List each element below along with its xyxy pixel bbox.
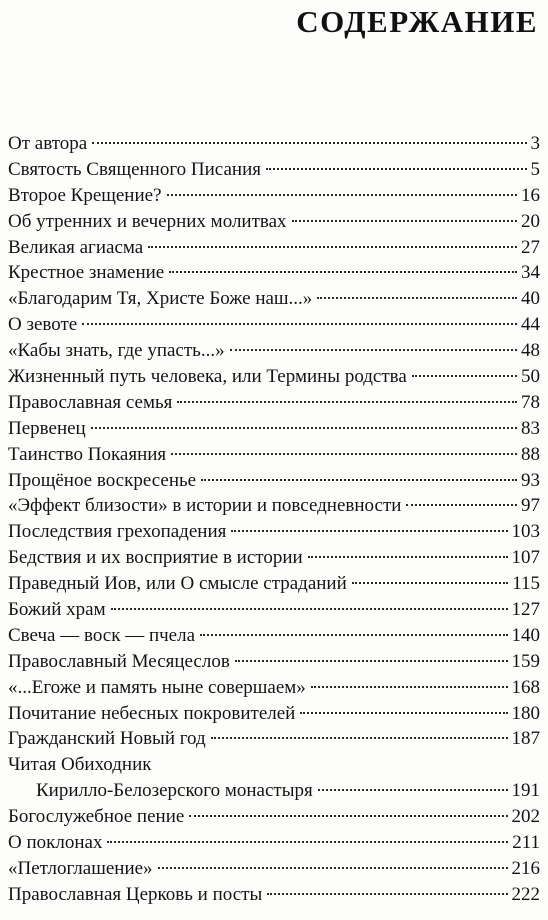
dot-leader	[211, 737, 508, 739]
toc-entry-title: Православная Церковь и посты	[8, 883, 263, 905]
toc-entry-title: Святость Священного Писания	[8, 158, 261, 180]
toc-entry-page: 211	[512, 832, 540, 854]
toc-entry	[8, 131, 540, 157]
toc-entry-title: О поклонах	[8, 832, 103, 854]
dot-leader	[231, 530, 507, 532]
toc-entry-title: Крестное знамение	[8, 262, 165, 284]
dot-leader	[171, 453, 517, 455]
dot-leader	[308, 556, 508, 558]
toc-entry-title: Великая агиасма	[8, 236, 144, 258]
toc-entry-page: 44	[521, 314, 540, 336]
toc-entry-page: 191	[511, 780, 540, 802]
dot-leader	[300, 712, 507, 714]
toc-entry-title: Богослужебное пение	[8, 806, 185, 828]
toc-entry	[8, 416, 540, 442]
table-of-contents	[8, 131, 540, 908]
toc-entry-page: 202	[511, 806, 540, 828]
toc-entry-title: Второе Крещение?	[8, 184, 162, 206]
toc-entry-title: «Благодарим Тя, Христе Боже наш...»	[8, 288, 313, 310]
toc-entry	[8, 649, 540, 675]
toc-entry-title: Гражданский Новый год	[8, 728, 206, 750]
dot-leader	[318, 789, 508, 791]
dot-leader	[201, 479, 517, 481]
toc-entry-title: Православная семья	[8, 391, 173, 413]
dot-leader	[235, 660, 508, 662]
toc-entry	[8, 235, 540, 261]
dot-leader	[292, 220, 517, 222]
dot-leader	[317, 297, 517, 299]
toc-entry-title: Праведный Иов, или О смысле страданий	[8, 573, 347, 595]
toc-entry	[8, 623, 540, 649]
toc-entry	[8, 312, 540, 338]
toc-entry	[8, 856, 540, 882]
toc-entry	[8, 571, 540, 597]
toc-entry-title: Последствия грехопадения	[8, 521, 227, 543]
toc-entry-page: 78	[521, 391, 540, 413]
dot-leader	[92, 142, 526, 144]
dot-leader	[177, 401, 517, 403]
toc-entry-page: 127	[511, 599, 540, 621]
toc-entry-page: 5	[530, 158, 540, 180]
toc-entry-page: 20	[521, 210, 540, 232]
toc-entry	[8, 597, 540, 623]
toc-entry-page: 159	[511, 650, 540, 672]
toc-entry	[8, 390, 540, 416]
toc-entry-title: Жизненный путь человека, или Термины родства	[8, 366, 407, 388]
toc-entry-page: 83	[521, 417, 540, 439]
toc-entry-page: 88	[521, 443, 540, 465]
dot-leader	[267, 893, 507, 895]
toc-entry-title: «Петлоглашение»	[8, 857, 153, 879]
toc-entry-page: 50	[521, 366, 540, 388]
toc-entry	[8, 364, 540, 390]
toc-entry-page: 180	[511, 702, 540, 724]
dot-leader	[200, 634, 507, 636]
toc-entry-title: О зевоте	[8, 314, 78, 336]
toc-entry-page: 187	[511, 728, 540, 750]
toc-entry-title: Читая Обиходник	[8, 754, 152, 776]
toc-entry-title: «...Егоже и память ныне совершаем»	[8, 676, 306, 698]
toc-entry-title: Первенец	[8, 417, 86, 439]
toc-entry	[8, 830, 540, 856]
toc-entry	[8, 675, 540, 701]
toc-entry-title: Почитание небесных покровителей	[8, 702, 296, 724]
toc-entry	[8, 442, 540, 468]
toc-entry-page: 16	[521, 184, 540, 206]
dot-leader	[111, 608, 508, 610]
toc-entry	[8, 209, 540, 235]
toc-entry-page: 140	[511, 624, 540, 646]
toc-entry-page: 216	[511, 857, 540, 879]
toc-entry-page: 222	[511, 883, 540, 905]
dot-leader	[169, 271, 517, 273]
toc-entry-continuation	[8, 778, 540, 804]
toc-entry	[8, 468, 540, 494]
dot-leader	[311, 686, 508, 688]
dot-leader	[266, 168, 527, 170]
toc-entry-page: 103	[511, 521, 540, 543]
dot-leader	[91, 427, 517, 429]
toc-entry-title: Божий храм	[8, 599, 106, 621]
toc-entry	[8, 882, 540, 908]
toc-entry-page: 3	[530, 133, 540, 154]
toc-entry	[8, 493, 540, 519]
toc-entry-page: 107	[511, 547, 540, 569]
dot-leader	[189, 815, 507, 817]
toc-entry	[8, 519, 540, 545]
dot-leader	[406, 504, 517, 506]
toc-entry	[8, 183, 540, 209]
toc-entry-page: 168	[511, 676, 540, 698]
dot-leader	[158, 867, 508, 869]
toc-entry-page: 97	[521, 495, 540, 517]
dot-leader	[230, 349, 517, 351]
toc-entry	[8, 804, 540, 830]
toc-entry-page: 115	[512, 573, 540, 595]
toc-entry-page: 40	[521, 288, 540, 310]
toc-entry	[8, 726, 540, 752]
dot-leader	[167, 194, 517, 196]
toc-entry-title: Кирилло-Белозерского монастыря	[36, 780, 313, 802]
dot-leader	[412, 375, 517, 377]
toc-entry-title: От автора	[8, 133, 88, 154]
page-title: СОДЕРЖАНИЕ	[296, 4, 538, 39]
toc-entry	[8, 157, 540, 183]
toc-entry-page: 93	[521, 469, 540, 491]
dot-leader	[352, 582, 508, 584]
dot-leader	[82, 323, 517, 325]
toc-entry	[8, 701, 540, 727]
toc-entry-title: Таинство Покаяния	[8, 443, 167, 465]
toc-entry	[8, 545, 540, 571]
dot-leader	[107, 841, 508, 843]
toc-entry-page: 34	[521, 262, 540, 284]
toc-entry-title: Православный Месяцеслов	[8, 650, 230, 672]
toc-entry-page: 48	[521, 340, 540, 362]
toc-entry-title: «Кабы знать, где упасть...»	[8, 340, 225, 362]
toc-entry-page: 27	[521, 236, 540, 258]
toc-entry	[8, 260, 540, 286]
toc-entry	[8, 338, 540, 364]
toc-entry-title: Бедствия и их восприятие в истории	[8, 547, 303, 569]
toc-entry-title: «Эффект близости» в истории и повседневности	[8, 495, 402, 517]
toc-entry-title: Об утренних и вечерних молитвах	[8, 210, 287, 232]
toc-entry-title: Прощёное воскресенье	[8, 469, 197, 491]
toc-entry	[8, 752, 540, 778]
dot-leader	[148, 246, 517, 248]
toc-entry-title: Свеча — воск — пчела	[8, 624, 196, 646]
toc-entry	[8, 286, 540, 312]
